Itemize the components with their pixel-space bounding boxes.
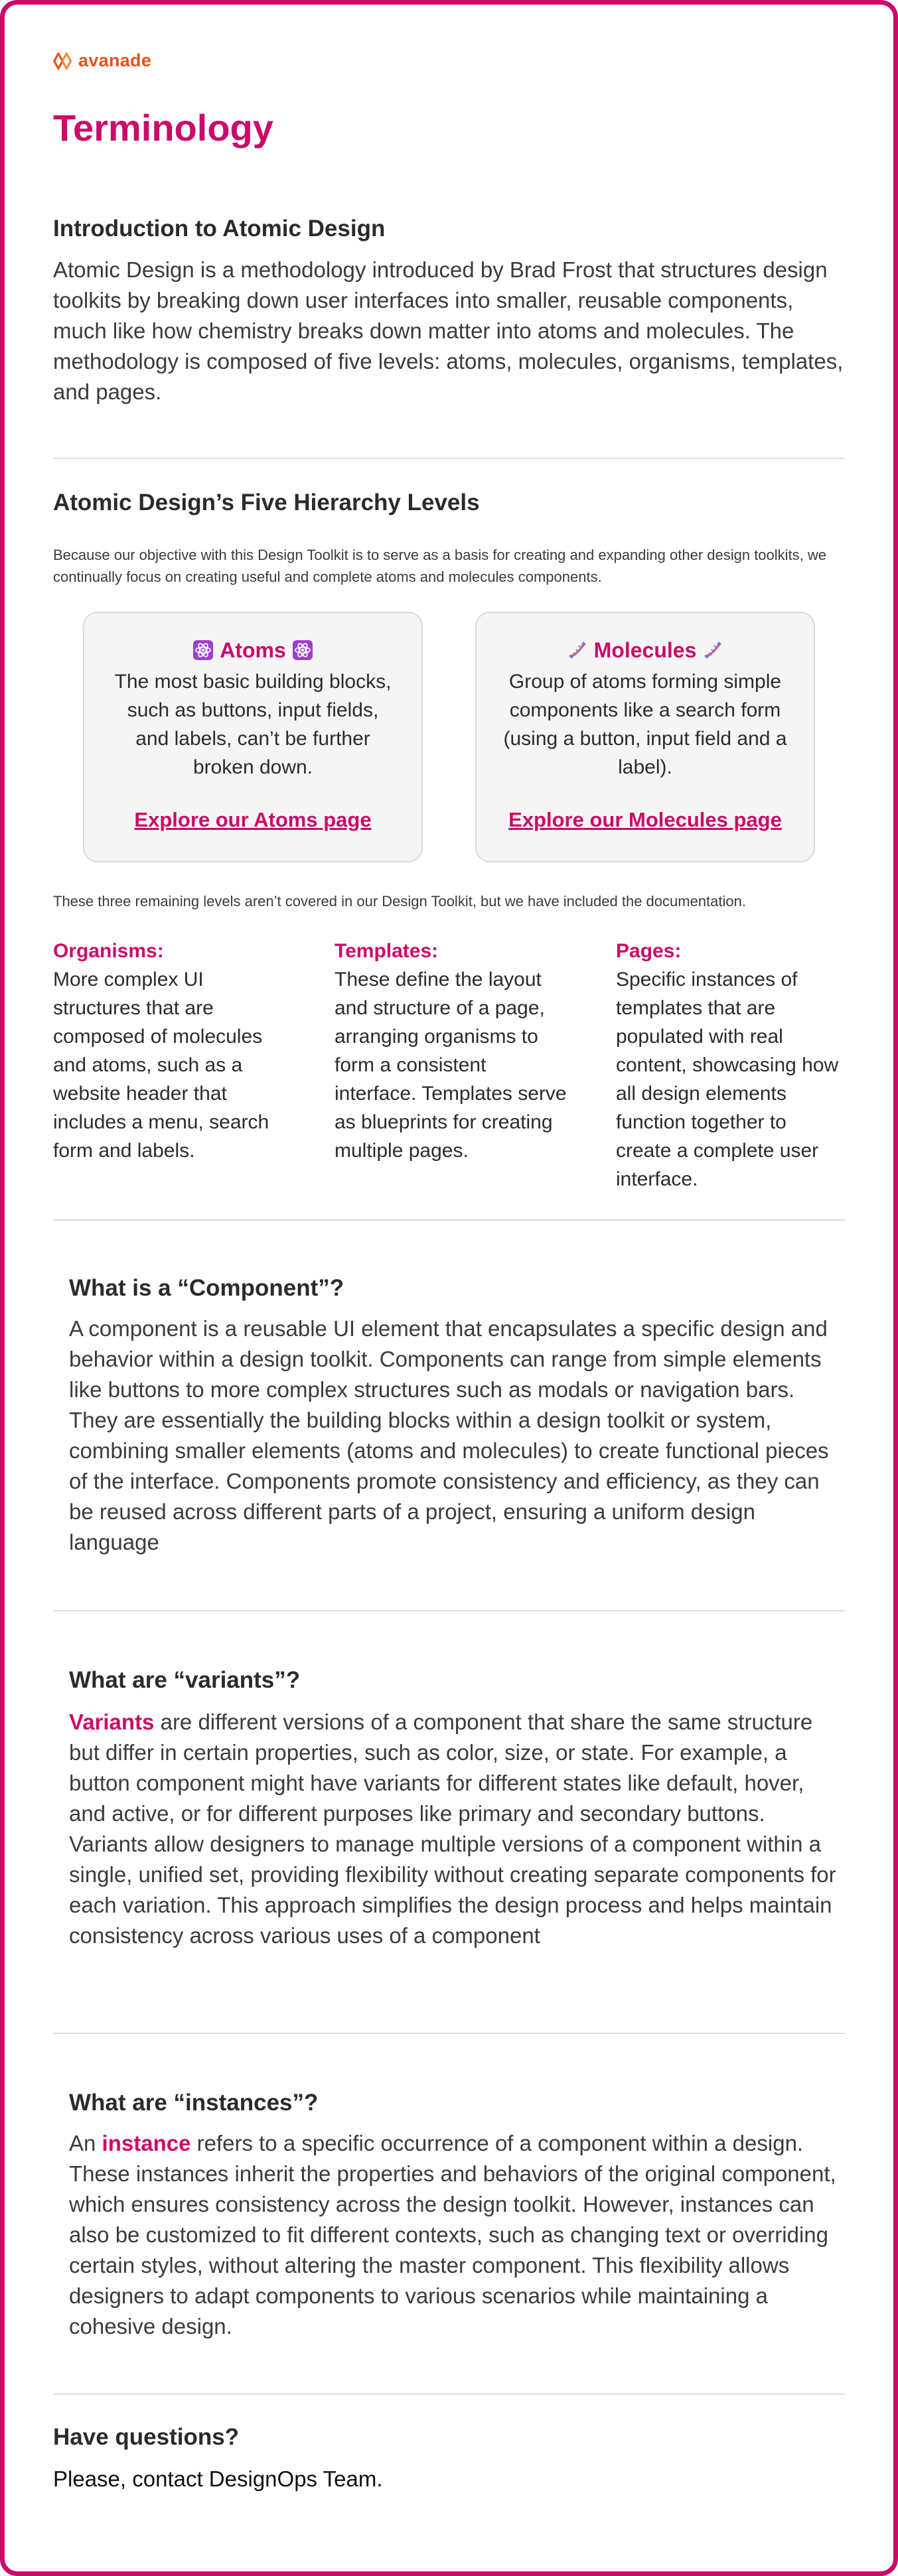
intro-heading: Introduction to Atomic Design [53, 216, 386, 241]
remaining-levels-note: These three remaining levels aren’t covered in our Design Toolkit, but we have included the documentation. [53, 893, 746, 910]
atom-icon [293, 640, 313, 660]
pages-column [616, 937, 845, 1193]
page-title: Terminology [53, 107, 273, 149]
atoms-card-title: Atoms [220, 638, 286, 662]
questions-body: Please, contact DesignOps Team. [53, 2467, 383, 2491]
divider [53, 2033, 845, 2034]
variants-text: are different versions of a component that share the same structure but differ in certain properties, such as color, size, or state. For example, a button component might have variants for different states like default, hover, and active, or for different purposes like primary and secondary buttons. Variants allow designers to manage multiple versions of a component within a single, unified set, providing flexibility without creating separate components for each variation. This approach simplifies the design process and helps maintain consistency across various uses of a component [69, 1710, 836, 1948]
atom-icon [193, 640, 213, 660]
divider [53, 2394, 845, 2395]
variants-body [69, 1707, 845, 1951]
dna-icon [567, 640, 587, 660]
molecules-card-description: Group of atoms forming simple components like a search form (using a button, input field and a label). [503, 671, 787, 778]
pages-description: Specific instances of templates that are populated with real content, showcasing how all design elements function together to create a complete user interface. [616, 969, 839, 1190]
levels-heading: Atomic Design’s Five Hierarchy Levels [53, 490, 480, 515]
templates-title: Templates: [335, 940, 439, 962]
organisms-column [53, 937, 292, 1165]
explore-molecules-link[interactable]: Explore our Molecules page [508, 808, 782, 831]
brand-name: avanade [78, 50, 152, 70]
component-body: A component is a reusable UI element that encapsulates a specific design and behavior within a design toolkit. Components can range from simple elements like buttons to more complex structures such as modals or navigation bars. They are essentially the building blocks within a design toolkit or system, combining smaller elements (atoms and molecules) to create functional pieces of the interface. Components promote consistency and efficiency, as they can be reused across different parts of a project, ensuring a uniform design language [69, 1316, 829, 1554]
variants-heading: What are “variants”? [69, 1667, 301, 1693]
instances-prefix: An [69, 2131, 102, 2155]
pages-title: Pages: [616, 940, 682, 962]
organisms-description: More complex UI structures that are composed of molecules and atoms, such as a website header that includes a menu, search form and labels. [53, 969, 269, 1162]
molecules-card-title-row [500, 636, 790, 665]
molecules-card-title: Molecules [593, 638, 697, 662]
instances-heading: What are “instances”? [69, 2090, 319, 2116]
atoms-card [83, 612, 423, 862]
instances-body [69, 2128, 845, 2342]
atoms-card-title-row [108, 636, 398, 665]
divider [53, 458, 845, 459]
explore-atoms-link[interactable]: Explore our Atoms page [134, 808, 372, 831]
instances-text: refers to a specific occurrence of a component within a design. These instances inherit the properties and behaviors of the original component, which ensures consistency across the design toolkit. However, instances can also be customized to fit different contexts, such as changing text or overriding certain styles, without altering the master component. This flexibility allows designers to adapt components to various scenarios while maintaining a cohesive design. [69, 2131, 836, 2339]
brand-logo[interactable] [53, 50, 151, 71]
questions-heading: Have questions? [53, 2424, 240, 2450]
organisms-title: Organisms: [53, 940, 164, 962]
levels-description: Because our objective with this Design Toolkit is to serve as a basis for creating and expanding other design toolkits, we continually focus on creating useful and complete atoms and molecules components. [53, 547, 827, 585]
instances-highlight: instance [102, 2131, 191, 2155]
intro-body: Atomic Design is a methodology introduced by Brad Frost that structures design toolkits by breaking down user interfaces into smaller, reusable components, much like how chemistry breaks down matter into atoms and molecules. The methodology is composed of five levels: atoms, molecules, organisms, templates, and pages. [53, 257, 844, 404]
atoms-card-description: The most basic building blocks, such as buttons, input fields, and labels, can’t be further broken down. [114, 671, 392, 778]
avanade-logo-icon [53, 51, 73, 71]
divider [53, 1219, 845, 1221]
component-heading: What is a “Component”? [69, 1275, 344, 1301]
templates-description: These define the layout and structure of a page, arranging organisms to form a consistent interface. Templates serve as blueprints for creating multiple pages. [335, 969, 567, 1162]
divider [53, 1610, 845, 1611]
templates-column [335, 937, 573, 1165]
variants-highlight: Variants [69, 1710, 155, 1734]
dna-icon [703, 640, 723, 660]
molecules-card [475, 612, 815, 862]
